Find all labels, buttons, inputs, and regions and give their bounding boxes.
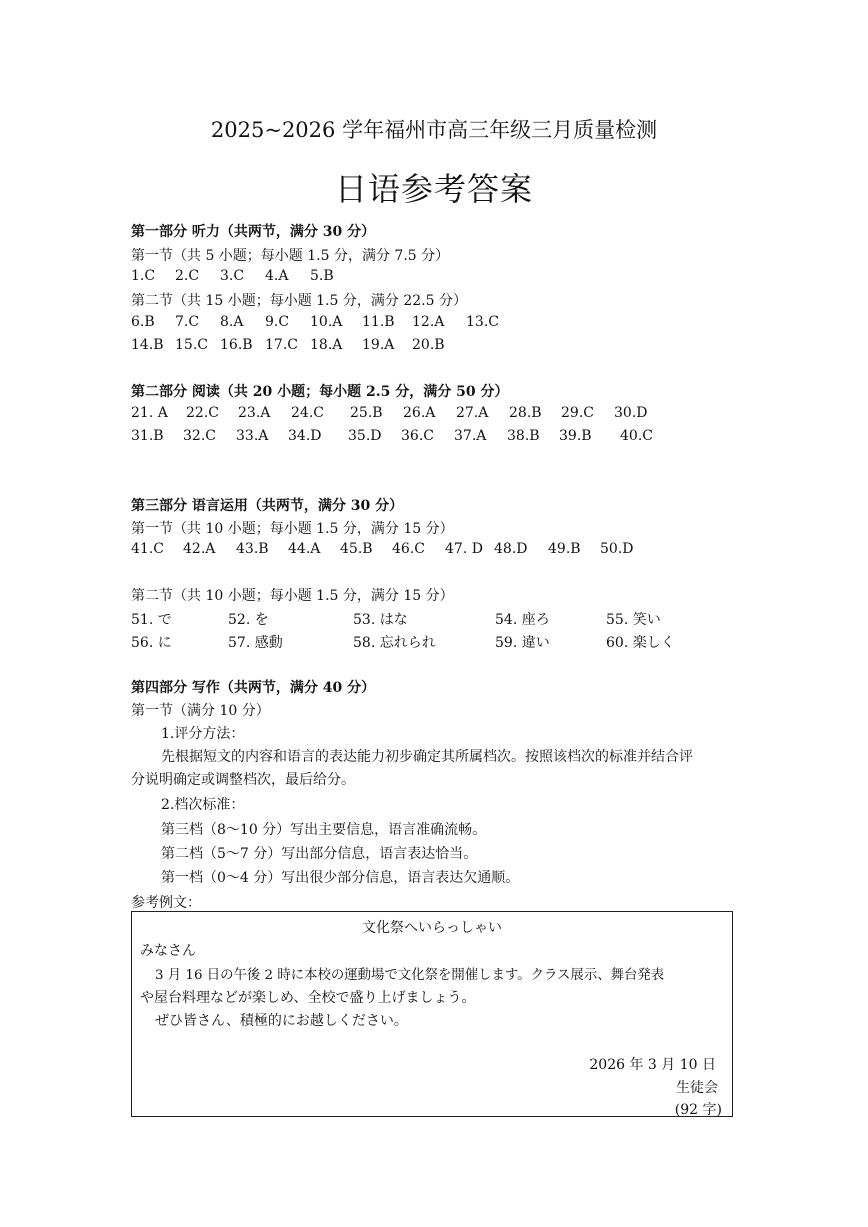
answer-item: 11.B: [362, 314, 395, 330]
answer-item: 50.D: [600, 541, 634, 557]
part1-section1-label: 第一节（共 5 小题；每小题 1.5 分，满分 7.5 分）: [131, 248, 450, 264]
answer-item: 46.C: [392, 541, 425, 557]
answer-item: 1.C: [131, 268, 156, 284]
answer-item: 35.D: [348, 428, 382, 444]
grading-level-3: 第三档（8～10 分）写出主要信息，语言准确流畅。: [161, 822, 487, 838]
answer-item: 2.C: [175, 268, 200, 284]
answer-item: 4.A: [265, 268, 289, 284]
answer-item: 24.C: [291, 405, 324, 421]
essay-date: 2026 年 3 月 10 日: [589, 1057, 716, 1073]
answer-item: 33.A: [236, 428, 269, 444]
answer-item: 59. 違い: [495, 635, 550, 651]
essay-body-line3: ぜひ皆さん、積極的にお越しください。: [155, 1013, 408, 1029]
example-essay-label: 参考例文：: [131, 895, 201, 911]
exam-title: 2025~2026 学年福州市高三年级三月质量检测: [210, 118, 658, 142]
answer-item: 41.C: [131, 541, 164, 557]
grading-level-2: 第二档（5～7 分）写出部分信息，语言表达恰当。: [161, 846, 478, 862]
essay-body-line1: 3 月 16 日の午後 2 時に本校の運動場で文化祭を開催します。クラス展示、舞台発表: [155, 968, 665, 983]
answer-item: 45.B: [340, 541, 373, 557]
answer-item: 47. D: [445, 541, 483, 557]
answer-item: 58. 忘れられ: [353, 635, 436, 651]
essay-greeting: みなさん: [140, 943, 196, 959]
answer-item: 6.B: [131, 314, 155, 330]
essay-title: 文化祭へいらっしゃい: [362, 920, 502, 936]
answer-item: 23.A: [238, 405, 271, 421]
answer-item: 43.B: [236, 541, 269, 557]
answer-item: 28.B: [509, 405, 542, 421]
answer-item: 3.C: [220, 268, 245, 284]
answer-item: 13.C: [466, 314, 499, 330]
answer-item: 30.D: [614, 405, 648, 421]
answer-item: 48.D: [494, 541, 528, 557]
answer-item: 57. 感動: [228, 635, 283, 651]
answer-item: 22.C: [186, 405, 219, 421]
answer-item: 27.A: [456, 405, 489, 421]
answer-item: 44.A: [288, 541, 321, 557]
part3-heading: 第三部分 语言运用（共两节，满分 30 分）: [131, 498, 404, 514]
answer-item: 16.B: [220, 337, 253, 353]
answer-item: 39.B: [559, 428, 592, 444]
grading-level-1: 第一档（0～4 分）写出很少部分信息，语言表达欠通顺。: [161, 870, 520, 886]
part2-heading: 第二部分 阅读（共 20 小题；每小题 2.5 分，满分 50 分）: [131, 384, 509, 400]
answer-item: 7.C: [175, 314, 200, 330]
answer-item: 60. 楽しく: [606, 635, 675, 651]
scoring-method-line2: 分说明确定或调整档次，最后给分。: [131, 772, 355, 788]
answer-item: 53. はな: [353, 612, 408, 628]
part3-section2-label: 第二节（共 10 小题；每小题 1.5 分，满分 15 分）: [131, 588, 454, 604]
example-essay-box: [131, 911, 733, 1117]
part1-heading: 第一部分 听力（共两节，满分 30 分）: [131, 224, 376, 240]
answer-item: 29.C: [561, 405, 594, 421]
answer-item: 54. 座ろ: [495, 612, 550, 628]
answer-item: 8.A: [220, 314, 244, 330]
answer-item: 42.A: [183, 541, 216, 557]
answer-item: 37.A: [454, 428, 487, 444]
answer-item: 12.A: [412, 314, 445, 330]
grading-standard-title: 2.档次标准：: [161, 797, 245, 813]
answer-item: 40.C: [620, 428, 653, 444]
answer-key-title: 日语参考答案: [334, 170, 533, 208]
answer-item: 31.B: [131, 428, 164, 444]
answer-item: 56. に: [131, 635, 172, 651]
answer-item: 14.B: [131, 337, 164, 353]
part4-heading: 第四部分 写作（共两节，满分 40 分）: [131, 680, 376, 696]
part3-section1-label: 第一节（共 10 小题；每小题 1.5 分，满分 15 分）: [131, 521, 454, 537]
answer-item: 21. A: [131, 405, 168, 421]
answer-item: 36.C: [401, 428, 434, 444]
essay-signature: 生徒会: [676, 1080, 718, 1096]
answer-item: 19.A: [362, 337, 395, 353]
answer-item: 9.C: [265, 314, 290, 330]
answer-item: 25.B: [350, 405, 383, 421]
scoring-method-line1: 先根据短文的内容和语言的表达能力初步确定其所属档次。按照该档次的标准并结合评: [161, 749, 693, 765]
scoring-method-title: 1.评分方法：: [161, 726, 245, 742]
answer-item: 55. 笑い: [606, 612, 661, 628]
part1-section2-label: 第二节（共 15 小题；每小题 1.5 分，满分 22.5 分）: [131, 293, 467, 309]
answer-item: 26.A: [403, 405, 436, 421]
part4-section1-label: 第一节（满分 10 分）: [131, 703, 270, 719]
answer-item: 49.B: [548, 541, 581, 557]
essay-character-count: (92 字): [674, 1102, 722, 1118]
answer-item: 51. で: [131, 612, 172, 628]
answer-item: 38.B: [507, 428, 540, 444]
answer-item: 32.C: [183, 428, 216, 444]
essay-body-line2: や屋台料理などが楽しめ、全校で盛り上げましょう。: [140, 990, 476, 1006]
answer-item: 20.B: [412, 337, 445, 353]
answer-item: 5.B: [310, 268, 334, 284]
answer-item: 17.C: [265, 337, 298, 353]
answer-item: 15.C: [175, 337, 208, 353]
answer-item: 34.D: [288, 428, 322, 444]
answer-item: 10.A: [310, 314, 343, 330]
answer-item: 52. を: [228, 612, 269, 628]
answer-item: 18.A: [310, 337, 343, 353]
